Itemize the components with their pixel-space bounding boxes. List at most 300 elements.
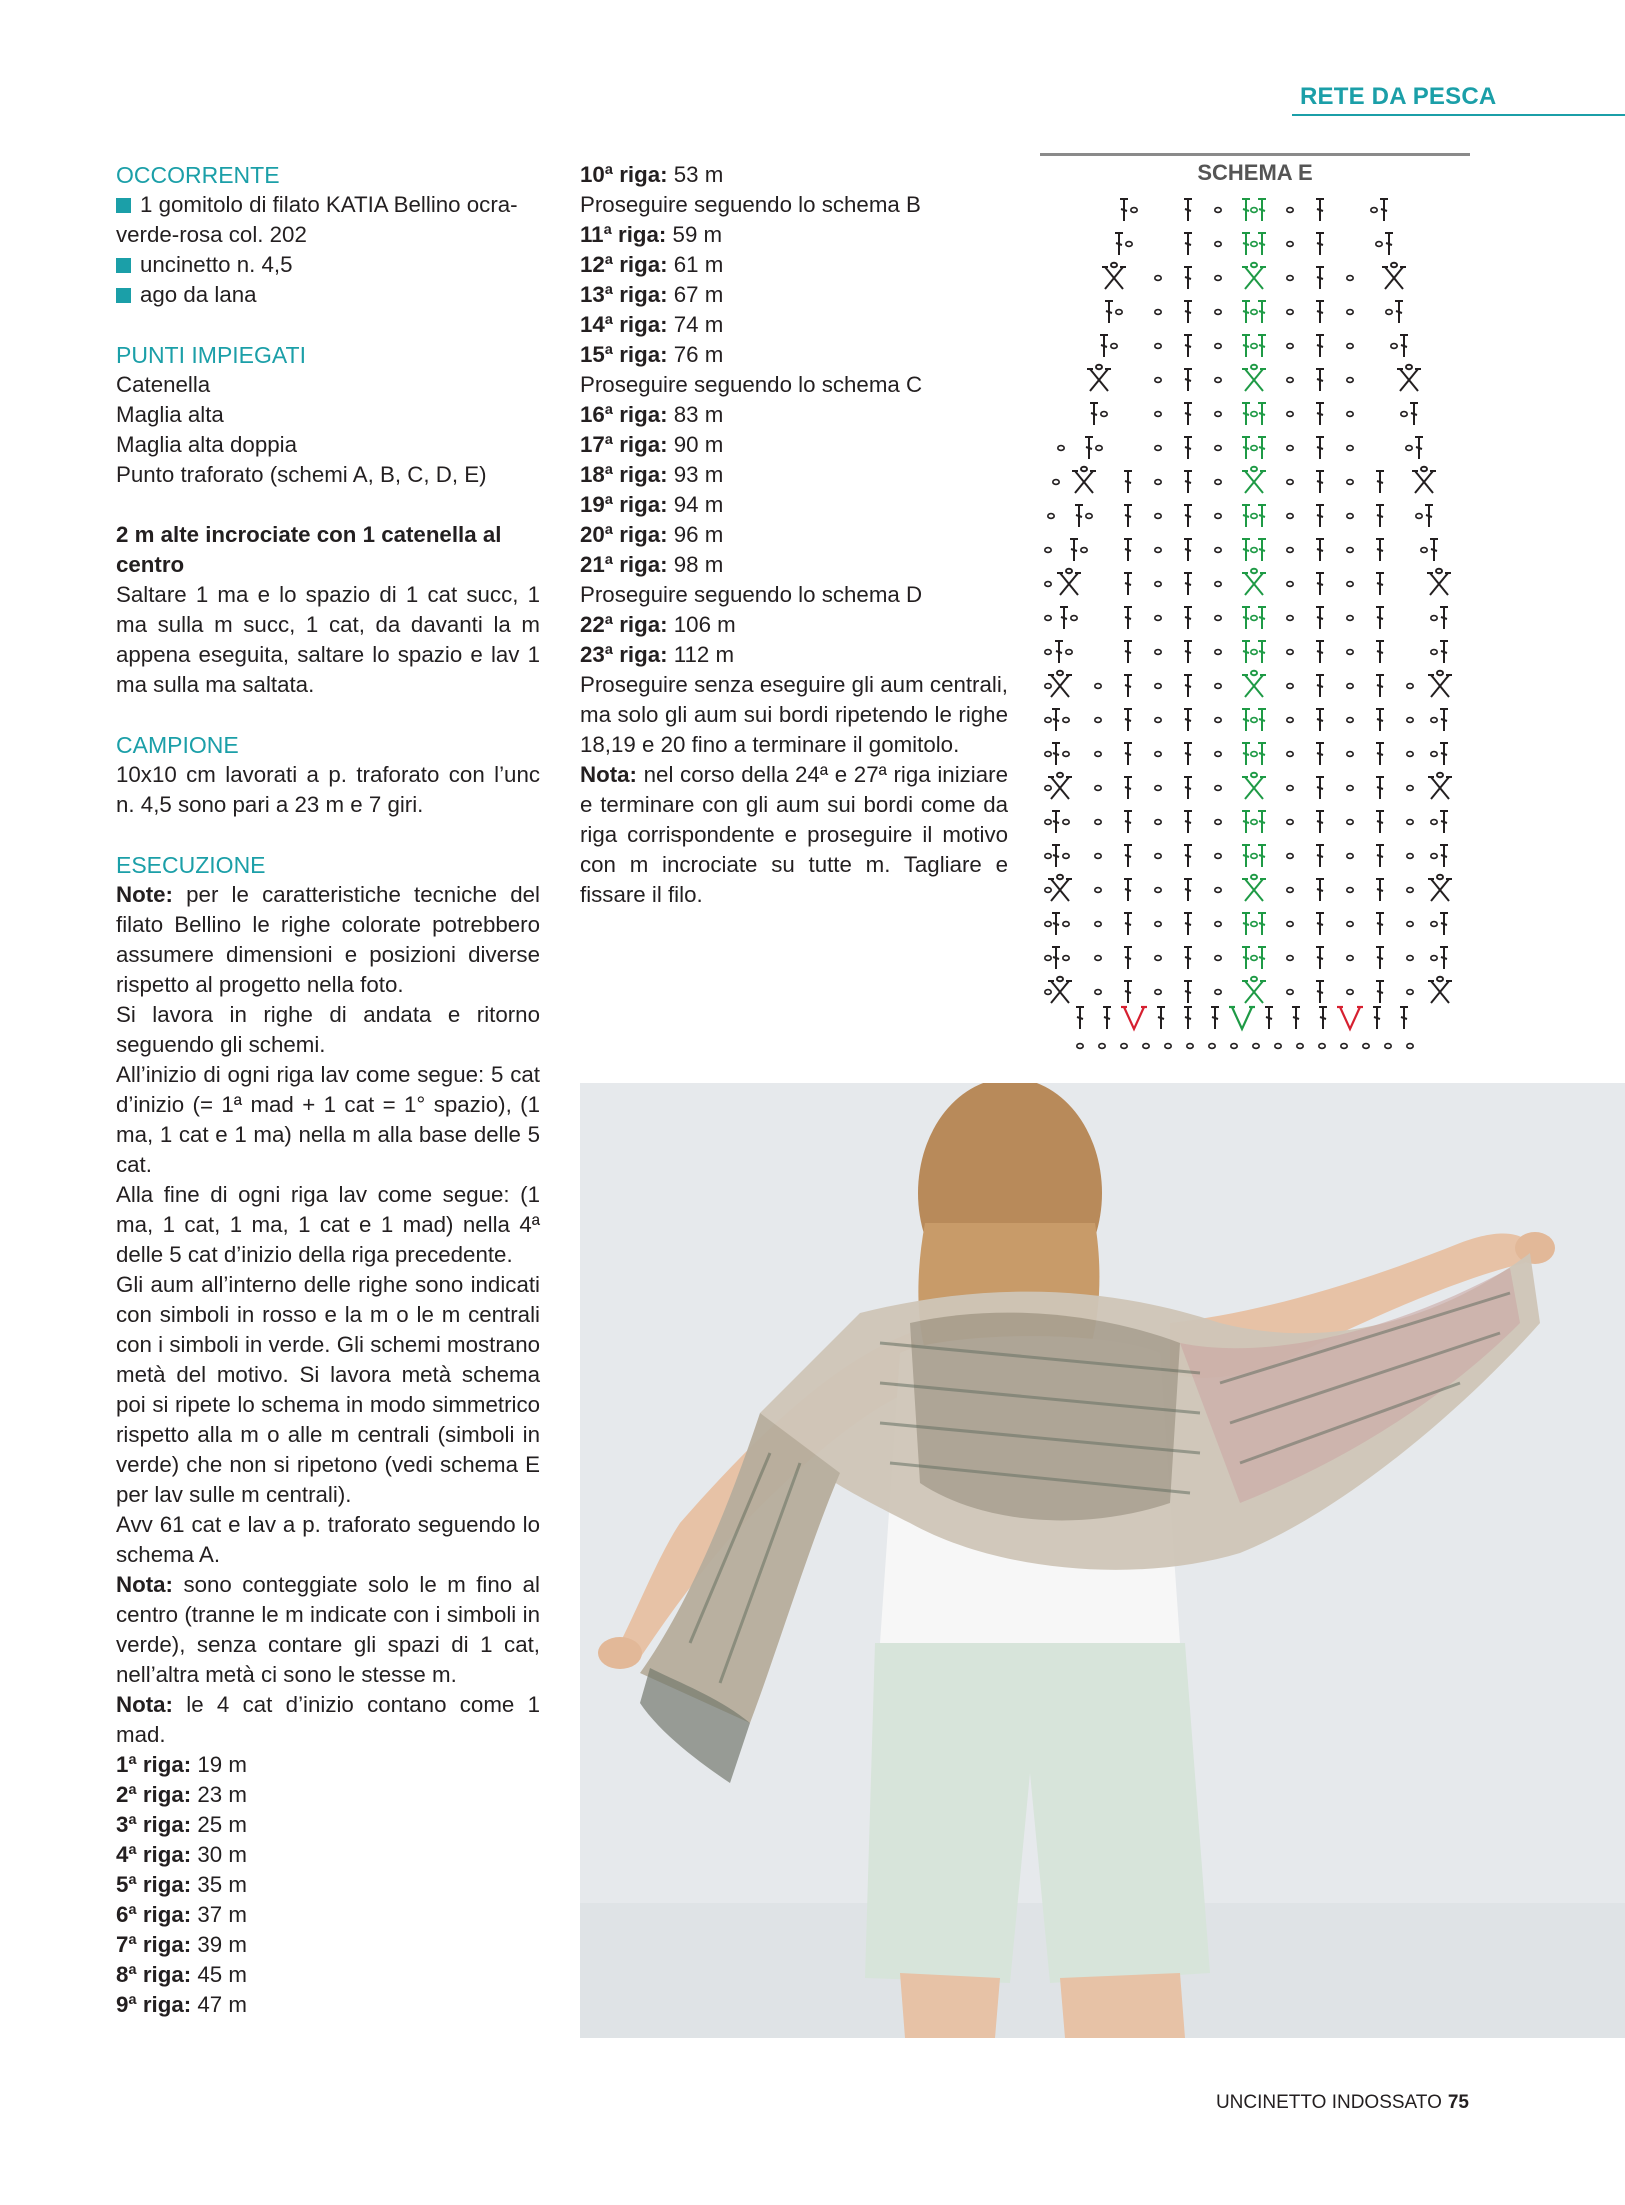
double-crochet-symbol [1316, 777, 1324, 799]
chain-symbol [1431, 650, 1437, 655]
instruction-line: Proseguire seguendo lo schema B [580, 192, 921, 217]
chain-symbol [1048, 514, 1054, 519]
chain-symbol [1371, 208, 1377, 213]
double-crochet-symbol [1258, 947, 1266, 969]
chain-symbol [1251, 956, 1257, 961]
chain-symbol [1407, 752, 1413, 757]
increase-symbol [1229, 1007, 1255, 1029]
chain-symbol [1155, 786, 1161, 791]
chain-symbol [1095, 990, 1101, 995]
crossed-stitch-symbol [1428, 671, 1452, 697]
double-crochet-symbol [1316, 335, 1324, 357]
punti-item: Maglia alta doppia [116, 432, 297, 457]
double-crochet-symbol [1316, 437, 1324, 459]
chain-symbol [1155, 310, 1161, 315]
double-crochet-symbol [1376, 879, 1384, 901]
chain-symbol [1347, 752, 1353, 757]
double-crochet-symbol [1184, 743, 1192, 765]
chain-symbol [1407, 922, 1413, 927]
chain-symbol [1215, 684, 1221, 689]
chain-symbol [1347, 922, 1353, 927]
double-crochet-symbol [1052, 845, 1060, 867]
double-crochet-symbol [1258, 709, 1266, 731]
chain-symbol [1071, 616, 1077, 621]
double-crochet-symbol [1258, 403, 1266, 425]
section-title: RETE DA PESCA [1300, 83, 1497, 110]
esecuzione-paragraph: Si lavora in righe di andata e ritorno seguendo gli schemi. [116, 1002, 540, 1057]
double-crochet-symbol [1376, 777, 1384, 799]
double-crochet-symbol [1376, 471, 1384, 493]
row-count: 19ª riga: 94 m [580, 492, 724, 517]
double-crochet-symbol [1316, 267, 1324, 289]
row-count: 12ª riga: 61 m [580, 252, 724, 277]
chain-symbol [1215, 310, 1221, 315]
crossed-stitch-symbol [1057, 569, 1081, 595]
chain-symbol [1101, 412, 1107, 417]
chain-symbol [1045, 786, 1051, 791]
double-crochet-symbol [1258, 913, 1266, 935]
chain-symbol [1347, 650, 1353, 655]
double-crochet-symbol [1258, 811, 1266, 833]
double-crochet-symbol [1052, 743, 1060, 765]
chain-symbol [1251, 446, 1257, 451]
chain-symbol [1045, 820, 1051, 825]
chain-symbol [1063, 854, 1069, 859]
double-crochet-symbol [1090, 403, 1098, 425]
chain-symbol [1407, 990, 1413, 995]
double-crochet-symbol [1124, 947, 1132, 969]
double-crochet-symbol [1184, 437, 1192, 459]
chain-symbol [1045, 922, 1051, 927]
row-count: 16ª riga: 83 m [580, 402, 724, 427]
chain-symbol [1386, 310, 1392, 315]
chain-symbol [1155, 854, 1161, 859]
header-rule [1292, 114, 1625, 116]
double-crochet-symbol [1242, 335, 1250, 357]
chain-symbol [1095, 922, 1101, 927]
chain-symbol [1287, 786, 1293, 791]
chain-symbol [1131, 208, 1137, 213]
chain-symbol [1045, 854, 1051, 859]
chain-symbol [1253, 1044, 1259, 1049]
chain-symbol [1385, 1044, 1391, 1049]
chain-symbol [1155, 378, 1161, 383]
double-crochet-symbol [1242, 845, 1250, 867]
double-crochet-symbol [1316, 301, 1324, 323]
crossed-stitch-symbol [1242, 977, 1266, 1003]
row-count: 21ª riga: 98 m [580, 552, 724, 577]
chain-symbol [1376, 242, 1382, 247]
crossed-stitch-symbol [1428, 875, 1452, 901]
double-crochet-symbol [1184, 709, 1192, 731]
double-crochet-symbol [1184, 947, 1192, 969]
nota-paragraph: Nota: nel corso della 24ª e 27ª riga iniziare e terminare con gli aum sui bordi come da riga corrispondente e proseguire il motivo con m incrociate su tutte m. Tagliare e fissare il filo. [580, 762, 1008, 907]
chain-symbol [1095, 888, 1101, 893]
double-crochet-symbol [1115, 233, 1123, 255]
chain-symbol [1407, 888, 1413, 893]
chain-symbol [1155, 344, 1161, 349]
double-crochet-symbol [1316, 607, 1324, 629]
double-crochet-symbol [1440, 641, 1448, 663]
chain-symbol [1111, 344, 1117, 349]
double-crochet-symbol [1184, 403, 1192, 425]
campione-heading: CAMPIONE [116, 732, 239, 758]
chain-symbol [1347, 820, 1353, 825]
chain-symbol [1431, 752, 1437, 757]
chain-symbol [1215, 650, 1221, 655]
double-crochet-symbol [1242, 437, 1250, 459]
double-crochet-symbol [1258, 641, 1266, 663]
double-crochet-symbol [1316, 471, 1324, 493]
double-crochet-symbol [1316, 641, 1324, 663]
double-crochet-symbol [1103, 1007, 1111, 1029]
chain-symbol [1215, 820, 1221, 825]
double-crochet-symbol [1376, 947, 1384, 969]
double-crochet-symbol [1258, 607, 1266, 629]
double-crochet-symbol [1242, 913, 1250, 935]
double-crochet-symbol [1376, 675, 1384, 697]
double-crochet-symbol [1100, 335, 1108, 357]
campione-text: 10x10 cm lavorati a p. traforato con l’unc n. 4,5 sono pari a 23 m e 7 giri. [116, 762, 540, 817]
crossed-stitch-symbol [1412, 467, 1436, 493]
row-count: 14ª riga: 74 m [580, 312, 724, 337]
chain-symbol [1077, 1044, 1083, 1049]
double-crochet-symbol [1440, 743, 1448, 765]
double-crochet-symbol [1052, 947, 1060, 969]
double-crochet-symbol [1440, 845, 1448, 867]
double-crochet-symbol [1258, 505, 1266, 527]
chain-symbol [1287, 854, 1293, 859]
chain-symbol [1045, 548, 1051, 553]
double-crochet-symbol [1184, 335, 1192, 357]
double-crochet-symbol [1075, 505, 1083, 527]
double-crochet-symbol [1124, 709, 1132, 731]
chain-symbol [1215, 582, 1221, 587]
row-count: 18ª riga: 93 m [580, 462, 724, 487]
chain-symbol [1287, 718, 1293, 723]
chain-symbol [1347, 888, 1353, 893]
chain-symbol [1251, 854, 1257, 859]
double-crochet-symbol [1184, 573, 1192, 595]
chain-symbol [1165, 1044, 1171, 1049]
chain-symbol [1045, 684, 1051, 689]
chain-symbol [1319, 1044, 1325, 1049]
crossed-stitch-symbol [1087, 365, 1111, 391]
chain-symbol [1155, 956, 1161, 961]
chain-symbol [1287, 344, 1293, 349]
double-crochet-symbol [1440, 913, 1448, 935]
double-crochet-symbol [1184, 981, 1192, 1003]
double-crochet-symbol [1184, 1007, 1192, 1029]
double-crochet-symbol [1258, 233, 1266, 255]
chain-symbol [1155, 684, 1161, 689]
double-crochet-symbol [1157, 1007, 1165, 1029]
double-crochet-symbol [1265, 1007, 1273, 1029]
double-crochet-symbol [1055, 641, 1063, 663]
chain-symbol [1155, 480, 1161, 485]
double-crochet-symbol [1242, 811, 1250, 833]
chain-symbol [1095, 956, 1101, 961]
row-count: 5ª riga: 35 m [116, 1872, 247, 1897]
chain-symbol [1215, 378, 1221, 383]
esecuzione-paragraph: Avv 61 cat e lav a p. traforato seguendo lo schema A. [116, 1512, 540, 1567]
row-count: 9ª riga: 47 m [116, 1992, 247, 2017]
middle-column [580, 160, 1008, 910]
incrociate-heading: 2 m alte incrociate con 1 catenella al centro [116, 522, 502, 577]
double-crochet-symbol [1319, 1007, 1327, 1029]
double-crochet-symbol [1376, 641, 1384, 663]
chain-symbol [1045, 650, 1051, 655]
chain-symbol [1347, 480, 1353, 485]
chain-symbol [1287, 820, 1293, 825]
crossed-stitch-symbol [1242, 773, 1266, 799]
double-crochet-symbol [1242, 709, 1250, 731]
double-crochet-symbol [1184, 369, 1192, 391]
double-crochet-symbol [1184, 641, 1192, 663]
crossed-stitch-symbol [1428, 773, 1452, 799]
chain-symbol [1287, 582, 1293, 587]
double-crochet-symbol [1316, 369, 1324, 391]
double-crochet-symbol [1376, 539, 1384, 561]
chain-symbol [1347, 344, 1353, 349]
chain-symbol [1287, 956, 1293, 961]
double-crochet-symbol [1376, 811, 1384, 833]
chain-symbol [1063, 922, 1069, 927]
chain-symbol [1155, 718, 1161, 723]
double-crochet-symbol [1124, 981, 1132, 1003]
double-crochet-symbol [1376, 743, 1384, 765]
double-crochet-symbol [1124, 845, 1132, 867]
double-crochet-symbol [1395, 301, 1403, 323]
page-number: 75 [1447, 2092, 1469, 2113]
chain-symbol [1347, 446, 1353, 451]
double-crochet-symbol [1440, 709, 1448, 731]
crossed-stitch-symbol [1242, 365, 1266, 391]
double-crochet-symbol [1184, 811, 1192, 833]
double-crochet-symbol [1316, 233, 1324, 255]
chain-symbol [1347, 582, 1353, 587]
chain-symbol [1215, 956, 1221, 961]
double-crochet-symbol [1258, 437, 1266, 459]
magazine-name: UNCINETTO INDOSSATO [1215, 2092, 1442, 2113]
chain-symbol [1251, 344, 1257, 349]
row-count: 8ª riga: 45 m [116, 1962, 247, 1987]
chain-symbol [1287, 480, 1293, 485]
chain-symbol [1251, 616, 1257, 621]
chain-symbol [1215, 480, 1221, 485]
double-crochet-symbol [1052, 709, 1060, 731]
chain-symbol [1391, 344, 1397, 349]
model-photo [580, 1083, 1625, 2038]
chain-symbol [1215, 718, 1221, 723]
chain-symbol [1421, 548, 1427, 553]
chain-symbol [1095, 752, 1101, 757]
punti-item: Punto traforato (schemi A, B, C, D, E) [116, 462, 487, 487]
double-crochet-symbol [1258, 335, 1266, 357]
double-crochet-symbol [1184, 879, 1192, 901]
chart-title: SCHEMA E [1197, 160, 1313, 185]
note-paragraph: Note: per le caratteristiche tecniche del filato Bellino le righe colorate potrebbero assumere dimensioni e posizioni diverse rispetto al progetto nella foto. [116, 882, 540, 997]
row-count: 23ª riga: 112 m [580, 642, 735, 667]
row-count: 22ª riga: 106 m [580, 612, 736, 637]
crossed-stitch-symbol [1397, 365, 1421, 391]
chain-symbol [1081, 548, 1087, 553]
chain-symbol [1155, 820, 1161, 825]
instruction-line: Proseguire seguendo lo schema D [580, 582, 923, 607]
double-crochet-symbol [1242, 539, 1250, 561]
double-crochet-symbol [1184, 913, 1192, 935]
chain-symbol [1126, 242, 1132, 247]
double-crochet-symbol [1242, 947, 1250, 969]
chain-symbol [1431, 616, 1437, 621]
crossed-stitch-symbol [1048, 671, 1072, 697]
row-count: 7ª riga: 39 m [116, 1932, 247, 1957]
row-count: 20ª riga: 96 m [580, 522, 724, 547]
row-count: 2ª riga: 23 m [116, 1782, 247, 1807]
double-crochet-symbol [1258, 743, 1266, 765]
row-count: 13ª riga: 67 m [580, 282, 724, 307]
double-crochet-symbol [1184, 539, 1192, 561]
chain-symbol [1155, 548, 1161, 553]
row-count: 11ª riga: 59 m [580, 222, 723, 247]
chain-symbol [1066, 650, 1072, 655]
chain-symbol [1215, 446, 1221, 451]
chain-symbol [1341, 1044, 1347, 1049]
double-crochet-symbol [1060, 607, 1068, 629]
row-count: 6ª riga: 37 m [116, 1902, 247, 1927]
chain-symbol [1431, 718, 1437, 723]
chain-symbol [1347, 956, 1353, 961]
chain-symbol [1045, 990, 1051, 995]
chain-symbol [1287, 276, 1293, 281]
double-crochet-symbol [1052, 811, 1060, 833]
chain-symbol [1347, 412, 1353, 417]
chain-symbol [1287, 514, 1293, 519]
double-crochet-symbol [1376, 573, 1384, 595]
chain-symbol [1251, 650, 1257, 655]
chain-symbol [1251, 922, 1257, 927]
chain-symbol [1297, 1044, 1303, 1049]
chain-symbol [1407, 684, 1413, 689]
double-crochet-symbol [1400, 1007, 1408, 1029]
double-crochet-symbol [1184, 675, 1192, 697]
chain-symbol [1287, 684, 1293, 689]
double-crochet-symbol [1316, 539, 1324, 561]
esecuzione-paragraph: Alla fine di ogni riga lav come segue: (1 ma, 1 cat, 1 ma, 1 cat e 1 mad) nella 4ª delle 5 cat d’inizio della riga precedente. [116, 1182, 540, 1267]
chain-symbol [1215, 888, 1221, 893]
chain-symbol [1407, 1044, 1413, 1049]
chain-symbol [1287, 752, 1293, 757]
double-crochet-symbol [1376, 913, 1384, 935]
chain-symbol [1215, 344, 1221, 349]
occorrente-item: uncinetto n. 4,5 [116, 250, 540, 280]
chain-symbol [1045, 582, 1051, 587]
chart-top-rule [1040, 153, 1470, 156]
double-crochet-symbol [1380, 199, 1388, 221]
double-crochet-symbol [1316, 879, 1324, 901]
double-crochet-symbol [1124, 573, 1132, 595]
double-crochet-symbol [1376, 505, 1384, 527]
woman-wearing-shawl-image [580, 1083, 1625, 2038]
chain-symbol [1287, 548, 1293, 553]
page-footer [1216, 2092, 1469, 2114]
esecuzione-heading: ESECUZIONE [116, 852, 266, 878]
double-crochet-symbol [1070, 539, 1078, 561]
row-count: 17ª riga: 90 m [580, 432, 724, 457]
chain-symbol [1095, 684, 1101, 689]
double-crochet-symbol [1120, 199, 1128, 221]
punti-heading: PUNTI IMPIEGATI [116, 342, 306, 368]
chain-symbol [1058, 446, 1064, 451]
double-crochet-symbol [1184, 845, 1192, 867]
chain-symbol [1187, 1044, 1193, 1049]
chain-symbol [1155, 446, 1161, 451]
chain-symbol [1347, 514, 1353, 519]
chain-symbol [1231, 1044, 1237, 1049]
left-column [116, 160, 540, 2020]
double-crochet-symbol [1242, 505, 1250, 527]
incrociate-text: Saltare 1 ma e lo spazio di 1 cat succ, 1 ma sulla m succ, 1 cat, da davanti la m appena eseguita, saltare lo spazio e lav 1 ma sulla ma saltata. [116, 582, 540, 697]
double-crochet-symbol [1376, 981, 1384, 1003]
double-crochet-symbol [1184, 233, 1192, 255]
chain-symbol [1407, 820, 1413, 825]
double-crochet-symbol [1242, 199, 1250, 221]
crossed-stitch-symbol [1072, 467, 1096, 493]
crossed-stitch-symbol [1102, 263, 1126, 289]
chain-symbol [1287, 412, 1293, 417]
chain-symbol [1401, 412, 1407, 417]
chain-symbol [1121, 1044, 1127, 1049]
chain-symbol [1407, 956, 1413, 961]
crossed-stitch-symbol [1048, 977, 1072, 1003]
chain-symbol [1215, 412, 1221, 417]
chain-symbol [1209, 1044, 1215, 1049]
chain-symbol [1287, 310, 1293, 315]
row-count: 10ª riga: 53 m [580, 162, 724, 187]
chain-symbol [1155, 616, 1161, 621]
crossed-stitch-symbol [1048, 773, 1072, 799]
chain-symbol [1431, 854, 1437, 859]
double-crochet-symbol [1124, 913, 1132, 935]
chain-symbol [1155, 514, 1161, 519]
chain-symbol [1095, 820, 1101, 825]
chain-symbol [1251, 514, 1257, 519]
chain-symbol [1045, 956, 1051, 961]
occorrente-heading: OCCORRENTE [116, 162, 280, 188]
chain-symbol [1095, 718, 1101, 723]
double-crochet-symbol [1385, 233, 1393, 255]
bullet-square-icon [116, 258, 131, 273]
double-crochet-symbol [1211, 1007, 1219, 1029]
final-instruction: Proseguire senza eseguire gli aum centrali, ma solo gli aum sui bordi ripetendo le righe 18,19 e 20 fino a terminare il gomitolo. [580, 672, 1008, 757]
chain-symbol [1275, 1044, 1281, 1049]
chain-symbol [1287, 888, 1293, 893]
chain-symbol [1347, 548, 1353, 553]
chain-symbol [1287, 446, 1293, 451]
chain-symbol [1347, 684, 1353, 689]
chain-symbol [1099, 1044, 1105, 1049]
crossed-stitch-symbol [1242, 467, 1266, 493]
crossed-stitch-symbol [1427, 569, 1451, 595]
chain-symbol [1431, 922, 1437, 927]
double-crochet-symbol [1316, 981, 1324, 1003]
chain-symbol [1155, 582, 1161, 587]
double-crochet-symbol [1410, 403, 1418, 425]
increase-symbol [1121, 1007, 1147, 1029]
chain-symbol [1096, 446, 1102, 451]
chain-symbol [1045, 752, 1051, 757]
chain-symbol [1347, 276, 1353, 281]
